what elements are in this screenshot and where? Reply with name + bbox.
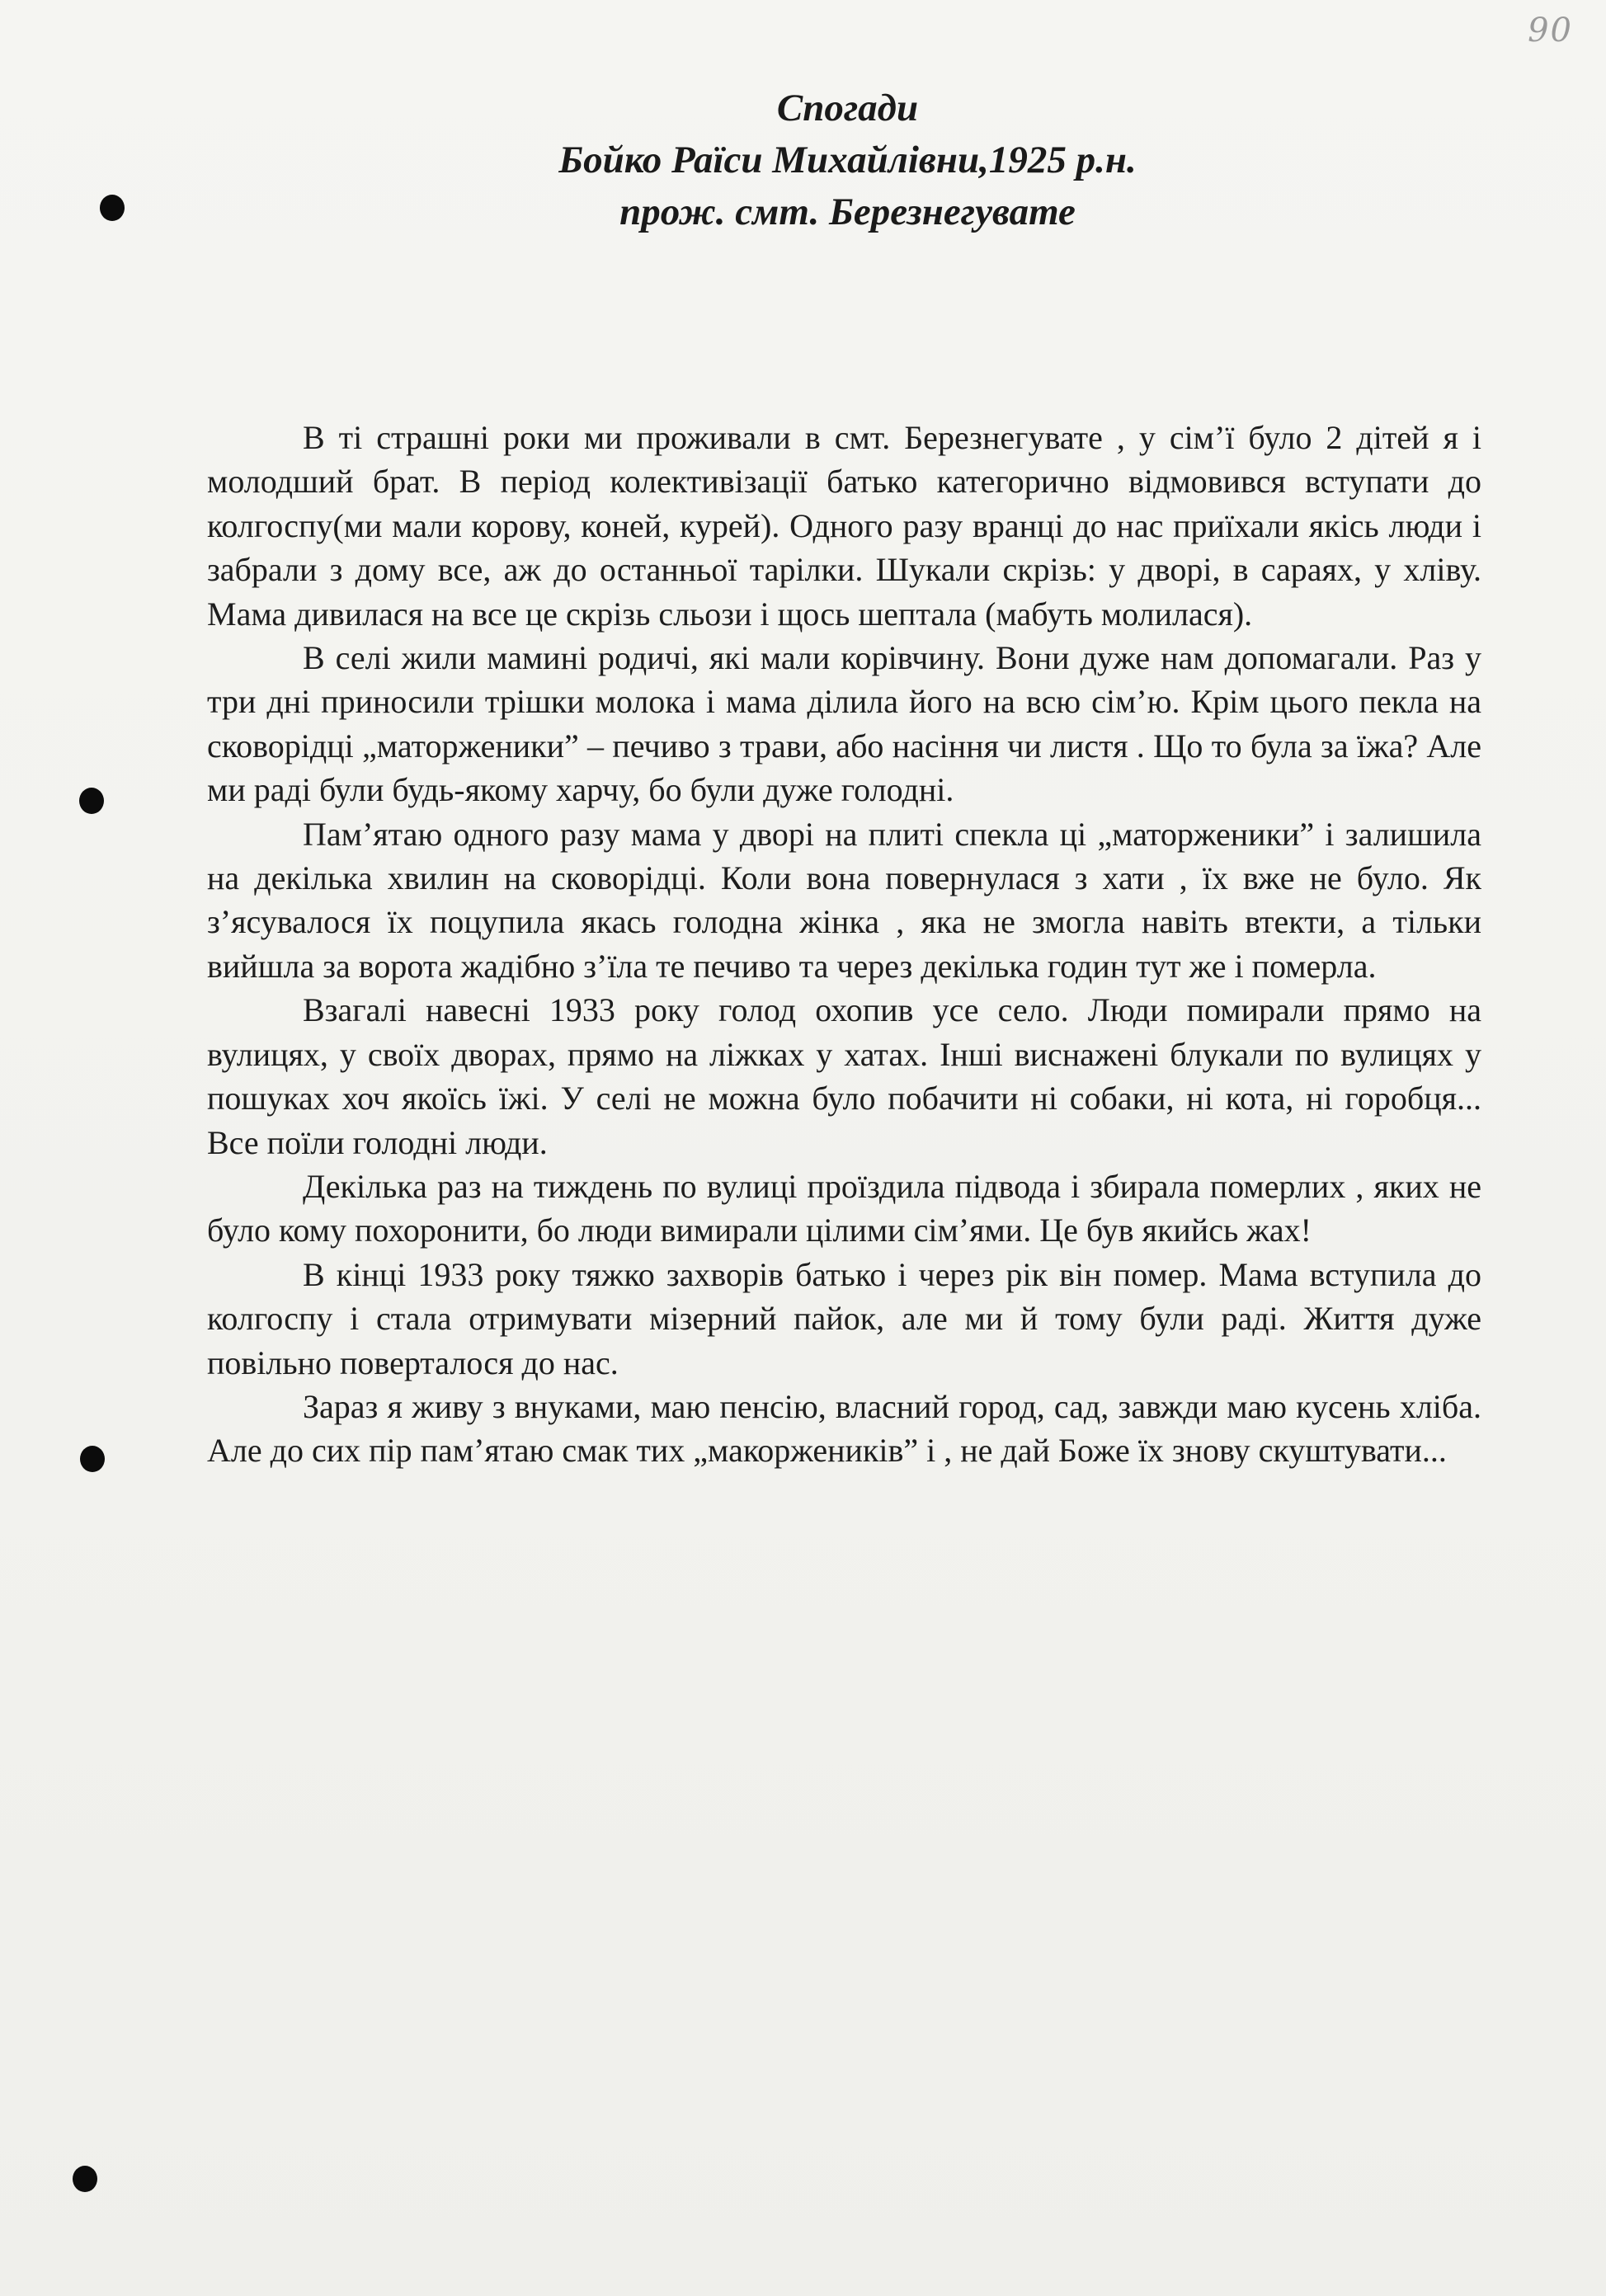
paragraph-2: В селі жили мамині родичі, які мали корівчину. Вони дуже нам допомагали. Раз у три дні приносили трішки молока і мама ділила його на всю сім’ю. Крім цього пекла на сковорідці „маторженики” – печиво з трави, або насіння чи листя . Що то була за їжа? Але ми раді були будь-якому харчу, бо були дуже голодні.	[207, 639, 1481, 809]
binder-hole	[79, 788, 104, 814]
document-title	[0, 82, 1606, 238]
paragraph-5: Декілька раз на тиждень по вулиці проїздила підвода і збирала померлих , яких не було кому похоронити, бо люди вимирали цілими сім’ями. Це був якийсь жах!	[207, 1167, 1481, 1249]
paragraph-6: В кінці 1933 року тяжко захворів батько і через рік він помер. Мама вступила до колгоспу і стала отримувати мізерний пайок, але ми й тому були раді. Життя дуже повільно поверталося до нас.	[207, 1255, 1481, 1381]
title-line-1: Спогади	[776, 87, 919, 129]
paragraph-4: Взагалі навесні 1933 року голод охопив усе село. Люди помирали прямо на вулицях, у своїх дворах, прямо на ліжках у хатах. Інші виснажені блукали по вулицях у пошуках хоч якоїсь їжі. У селі не можна було побачити ні собаки, ні кота, ні горобця... Все поїли голодні люди.	[207, 991, 1481, 1161]
handwritten-page-number: 90	[1528, 12, 1573, 49]
binder-hole	[73, 2166, 97, 2192]
paragraph-1: В ті страшні роки ми проживали в смт. Березнегувате , у сім’ї було 2 дітей я і молодший брат. В період колективізації батько категорично відмовився вступати до колгоспу(ми мали корову, коней, курей). Одного разу вранці до нас приїхали якісь люди і забрали з дому все, аж до останньої тарілки. Шукали скрізь: у дворі, в сараях, у хліву. Мама дивилася на все це скрізь сльози і щось шептала (мабуть молилася).	[207, 419, 1481, 633]
title-line-3: прож. смт. Березнегувате	[619, 191, 1076, 233]
paragraph-3: Пам’ятаю одного разу мама у дворі на плиті спекла ці „маторженики” і залишила на декілька хвилин на сковорідці. Коли вона повернулася з хати , їх вже не було. Як з’ясувалося їх поцупила якась голодна жінка , яка не змогла навіть втекти, а тільки вийшла за ворота жадібно з’їла те печиво та через декілька годин тут же і померла.	[207, 815, 1481, 985]
paragraph-7: Зараз я живу з внуками, маю пенсію, власний город, сад, завжди маю кусень хліба. Але до сих пір пам’ятаю смак тих „макоржеників” і , не дай Боже їх знову скуштувати...	[207, 1387, 1481, 1470]
title-line-2: Бойко Раїси Михайлівни,1925 р.н.	[558, 139, 1137, 181]
binder-hole	[80, 1446, 105, 1472]
memoir-body	[207, 416, 1481, 1473]
